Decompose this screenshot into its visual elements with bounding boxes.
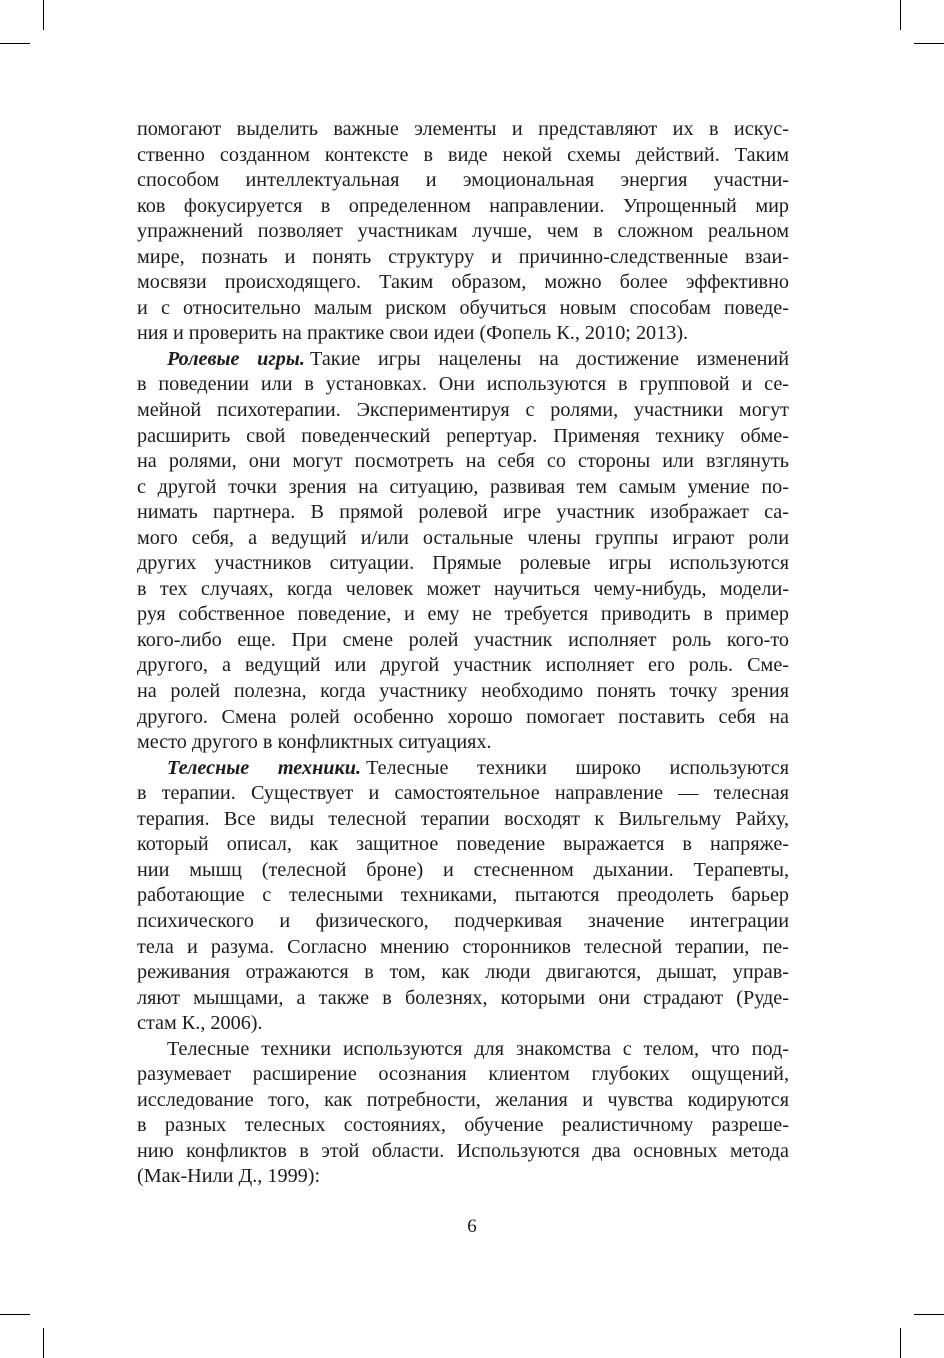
run-in-heading: Телесные техники. <box>167 756 362 779</box>
line-text: ния и проверить на практике свои идеи (Фопель К., 2010; 2013). <box>137 322 689 345</box>
text-line <box>137 756 789 782</box>
text-line <box>137 1088 789 1114</box>
run-in-heading: Ролевые игры. <box>167 347 305 370</box>
line-text: Такие игры нацелены на достижение изменений <box>310 347 790 370</box>
text-line <box>137 296 789 322</box>
text-line <box>137 986 789 1012</box>
page-number: 6 <box>467 1216 477 1237</box>
text-line <box>137 372 789 398</box>
line-text: мейной психотерапии. Экспериментируя с ролями, участники могут <box>137 399 789 422</box>
text-line <box>137 117 789 143</box>
line-text: Телесные техники используются для знакомства с телом, что под- <box>167 1037 789 1060</box>
crop-mark-bottom-left-horizontal <box>0 1314 30 1315</box>
line-text: мире, познать и понять структуру и причинно-следственные взаи- <box>137 245 789 268</box>
crop-mark-top-right-vertical <box>900 0 901 30</box>
line-text: разумевает расширение осознания клиентом глубоких ощущений, <box>137 1063 789 1086</box>
text-line <box>137 526 789 552</box>
text-line <box>137 1037 789 1063</box>
crop-mark-bottom-right-vertical <box>900 1328 901 1358</box>
line-text: другого, а ведущий или другой участник исполняет его роль. Сме- <box>137 654 789 677</box>
text-line <box>137 398 789 424</box>
line-text: работающие с телесными техниками, пытаются преодолеть барьер <box>137 884 789 907</box>
paragraph <box>137 347 789 756</box>
text-line <box>137 1062 789 1088</box>
text-line <box>137 143 789 169</box>
line-text: на ролей полезна, когда участнику необходимо понять точку зрения <box>137 680 789 703</box>
line-text: ков фокусируется в определенном направлении. Упрощенный мир <box>137 194 789 217</box>
text-line <box>137 935 789 961</box>
text-line <box>137 168 789 194</box>
text-line <box>137 1113 789 1139</box>
line-text: в поведении или в установках. Они используются в групповой и се- <box>137 373 789 396</box>
text-line <box>137 1164 789 1190</box>
line-text: нию конфликтов в этой области. Используются два основных метода <box>137 1139 789 1162</box>
text-line <box>137 909 789 935</box>
line-text: который описал, как защитное поведение выражается в напряже- <box>137 833 789 856</box>
line-text: кого-либо еще. При смене ролей участник исполняет роль кого-то <box>137 628 789 651</box>
text-line <box>137 628 789 654</box>
text-line <box>137 781 789 807</box>
text-line <box>137 500 789 526</box>
line-text: реживания отражаются в том, как люди двигаются, дышат, управ- <box>137 961 789 984</box>
crop-mark-bottom-left-vertical <box>43 1328 44 1358</box>
line-text: психического и физического, подчеркивая значение интеграции <box>137 909 789 932</box>
line-text: ляют мышцами, а также в болезнях, которыми они страдают (Руде- <box>137 986 789 1009</box>
text-line <box>137 807 789 833</box>
line-text: руя собственное поведение, и ему не требуется приводить в пример <box>137 603 789 626</box>
text-line <box>137 602 789 628</box>
line-text: мосвязи происходящего. Таким образом, можно более эффективно <box>137 271 789 294</box>
crop-mark-top-right-horizontal <box>914 43 944 44</box>
text-line <box>137 883 789 909</box>
text-line <box>137 653 789 679</box>
line-text: Телесные техники широко используются <box>366 756 789 779</box>
line-text: тела и разума. Согласно мнению сторонников телесной терапии, пе- <box>137 935 789 958</box>
text-line <box>137 832 789 858</box>
text-line <box>137 679 789 705</box>
line-text: помогают выделить важные элементы и представляют их в искус- <box>137 118 789 140</box>
crop-mark-top-left-horizontal <box>0 43 30 44</box>
line-text: на ролями, они могут посмотреть на себя со стороны или взглянуть <box>137 450 789 473</box>
text-line <box>137 475 789 501</box>
line-text: нии мышц (телесной броне) и стесненном дыхании. Терапевты, <box>137 858 789 881</box>
paragraph <box>137 117 789 347</box>
line-text: нимать партнера. В прямой ролевой игре участник изображает са- <box>137 501 789 524</box>
line-text: в терапии. Существует и самостоятельное направление — телесная <box>137 782 789 805</box>
text-line <box>137 1011 789 1037</box>
line-text: других участников ситуации. Прямые ролевые игры используются <box>137 552 789 575</box>
crop-mark-bottom-right-horizontal <box>914 1314 944 1315</box>
text-line <box>137 730 789 756</box>
line-text: место другого в конфликтных ситуациях. <box>137 731 492 754</box>
text-line <box>137 245 789 271</box>
text-line <box>137 551 789 577</box>
line-text: другого. Смена ролей особенно хорошо помогает поставить себя на <box>137 705 789 728</box>
paragraph <box>137 756 789 1037</box>
line-text: в тех случаях, когда человек может научиться чему-нибудь, модели- <box>137 577 789 600</box>
text-line <box>137 219 789 245</box>
line-text: в разных телесных состояниях, обучение реалистичному разреше- <box>137 1114 789 1137</box>
text-line <box>137 424 789 450</box>
text-line <box>137 347 789 373</box>
page-body-text <box>137 117 789 1190</box>
line-text: упражнений позволяет участникам лучше, чем в сложном реальном <box>137 220 789 243</box>
text-line <box>137 1139 789 1165</box>
text-line <box>137 960 789 986</box>
text-line <box>137 449 789 475</box>
text-line <box>137 321 789 347</box>
paragraph <box>137 1037 789 1190</box>
line-text: терапия. Все виды телесной терапии восходят к Вильгельму Райху, <box>137 807 789 830</box>
line-text: ственно созданном контексте в виде некой схемы действий. Таким <box>137 143 789 166</box>
line-text: с другой точки зрения на ситуацию, развивая тем самым умение по- <box>137 475 789 498</box>
text-line <box>137 270 789 296</box>
line-text: и с относительно малым риском обучиться новым способам поведе- <box>137 296 789 319</box>
line-text: мого себя, а ведущий и/или остальные члены группы играют роли <box>137 526 789 549</box>
line-text: способом интеллектуальная и эмоциональная энергия участни- <box>137 169 789 192</box>
line-text: исследование того, как потребности, желания и чувства кодируются <box>137 1088 789 1111</box>
text-line <box>137 705 789 731</box>
line-text: стам К., 2006). <box>137 1012 263 1035</box>
text-line <box>137 194 789 220</box>
crop-mark-top-left-vertical <box>43 0 44 30</box>
line-text: расширить свой поведенческий репертуар. Применяя технику обме- <box>137 424 789 447</box>
text-line <box>137 577 789 603</box>
text-line <box>137 858 789 884</box>
line-text: (Мак-Нили Д., 1999): <box>137 1165 321 1188</box>
